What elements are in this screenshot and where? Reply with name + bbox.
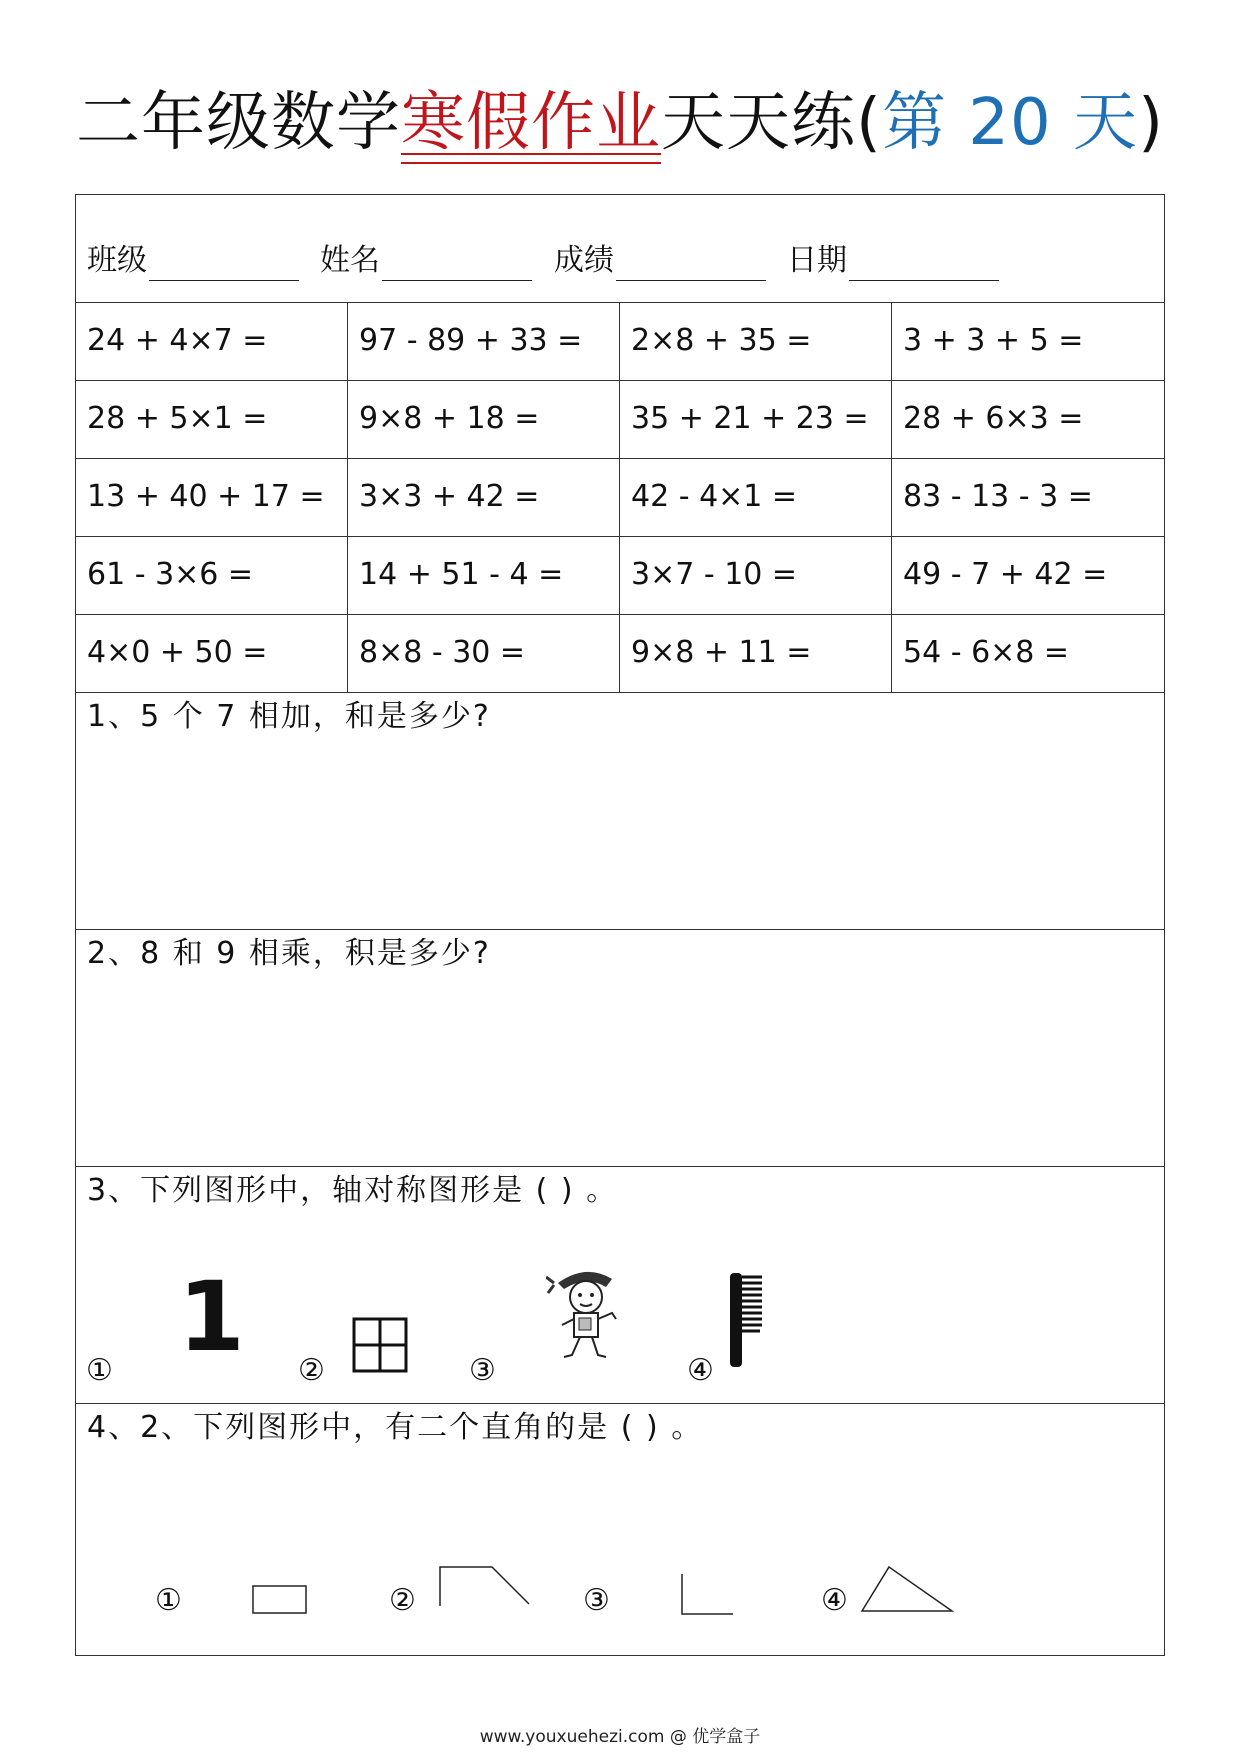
question-3 bbox=[76, 1167, 1164, 1404]
score-label: 成绩 bbox=[554, 243, 614, 278]
name-field[interactable] bbox=[320, 241, 532, 281]
exercise-cell[interactable]: 61 - 3×6 = bbox=[76, 537, 348, 614]
option-1-marker: ① bbox=[86, 1353, 113, 1388]
footer-url: www.youxuehezi.com @ 优学盒子 bbox=[479, 1727, 761, 1747]
name-blank[interactable] bbox=[382, 248, 532, 281]
comb-figure bbox=[726, 1273, 766, 1367]
rectangle-figure bbox=[251, 1584, 309, 1616]
title-day: 第 20 天 bbox=[881, 86, 1139, 160]
class-blank[interactable] bbox=[149, 248, 299, 281]
worksheet bbox=[75, 194, 1165, 1656]
triangle-figure bbox=[859, 1564, 955, 1614]
exercise-cell[interactable]: 35 + 21 + 23 = bbox=[620, 381, 892, 458]
date-blank[interactable] bbox=[849, 248, 999, 281]
exercise-cell[interactable]: 28 + 5×1 = bbox=[76, 381, 348, 458]
exercise-row bbox=[76, 459, 1164, 537]
title-close: ) bbox=[1138, 86, 1165, 160]
exercise-cell[interactable]: 13 + 40 + 17 = bbox=[76, 459, 348, 536]
title-daily: 天天练( bbox=[660, 86, 882, 160]
exercise-cell[interactable]: 9×8 + 18 = bbox=[348, 381, 620, 458]
option-3-marker: ③ bbox=[469, 1353, 496, 1388]
class-field[interactable] bbox=[87, 241, 299, 281]
exercise-cell[interactable]: 83 - 13 - 3 = bbox=[903, 479, 1093, 514]
exercise-cell[interactable]: 8×8 - 30 = bbox=[348, 615, 620, 692]
exercise-cell[interactable]: 4×0 + 50 = bbox=[76, 615, 348, 692]
exercise-row bbox=[76, 381, 1164, 459]
exercise-cell[interactable]: 14 + 51 - 4 = bbox=[348, 537, 620, 614]
exercise-cell[interactable]: 9×8 + 11 = bbox=[620, 615, 892, 692]
exercise-cell[interactable]: 3 + 3 + 5 = bbox=[903, 323, 1084, 358]
window-grid-figure bbox=[352, 1317, 408, 1373]
page-title bbox=[0, 78, 1240, 168]
right-angle-figure bbox=[679, 1572, 735, 1618]
exercise-row bbox=[76, 537, 1164, 615]
date-label: 日期 bbox=[787, 243, 847, 278]
question-4 bbox=[76, 1404, 1164, 1655]
question-3-text: 3、下列图形中，轴对称图形是 ( ) 。 bbox=[87, 1173, 619, 1208]
exercise-row bbox=[76, 615, 1164, 693]
question-1-text: 1、5 个 7 相加，和是多少? bbox=[87, 699, 491, 734]
question-1[interactable] bbox=[76, 693, 1164, 930]
bent-line-figure bbox=[437, 1564, 531, 1608]
exercise-cell[interactable]: 54 - 6×8 = bbox=[903, 635, 1070, 670]
exercise-cell[interactable]: 3×3 + 42 = bbox=[348, 459, 620, 536]
info-row bbox=[76, 195, 1164, 303]
exercise-cell[interactable]: 97 - 89 + 33 = bbox=[348, 303, 620, 380]
exercise-cell[interactable]: 3×7 - 10 = bbox=[620, 537, 892, 614]
option-2-marker: ② bbox=[298, 1353, 325, 1388]
exercise-grid bbox=[76, 303, 1164, 693]
question-4-text: 4、2、下列图形中，有二个直角的是 ( ) 。 bbox=[87, 1410, 704, 1445]
exercise-cell[interactable]: 42 - 4×1 = bbox=[620, 459, 892, 536]
name-label: 姓名 bbox=[320, 243, 380, 278]
exercise-cell[interactable]: 24 + 4×7 = bbox=[76, 303, 348, 380]
score-blank[interactable] bbox=[616, 248, 766, 281]
option-4-marker: ④ bbox=[821, 1583, 848, 1618]
score-field[interactable] bbox=[554, 241, 766, 281]
option-4-marker: ④ bbox=[687, 1353, 714, 1388]
exercise-cell[interactable]: 28 + 6×3 = bbox=[903, 401, 1084, 436]
question-2[interactable] bbox=[76, 930, 1164, 1167]
date-field[interactable] bbox=[787, 241, 999, 281]
option-2-marker: ② bbox=[389, 1583, 416, 1618]
exercise-cell[interactable]: 2×8 + 35 = bbox=[620, 303, 892, 380]
class-label: 班级 bbox=[87, 243, 147, 278]
figure-digit-one: 1 bbox=[178, 1261, 245, 1373]
cartoon-boy-figure bbox=[546, 1263, 628, 1363]
title-grade: 二年级数学 bbox=[75, 86, 401, 160]
title-highlight: 寒假作业 bbox=[401, 78, 661, 168]
question-2-text: 2、8 和 9 相乘，积是多少? bbox=[87, 936, 491, 971]
option-3-marker: ③ bbox=[583, 1583, 610, 1618]
exercise-row bbox=[76, 303, 1164, 381]
option-1-marker: ① bbox=[155, 1583, 182, 1618]
exercise-cell[interactable]: 49 - 7 + 42 = bbox=[903, 557, 1108, 592]
